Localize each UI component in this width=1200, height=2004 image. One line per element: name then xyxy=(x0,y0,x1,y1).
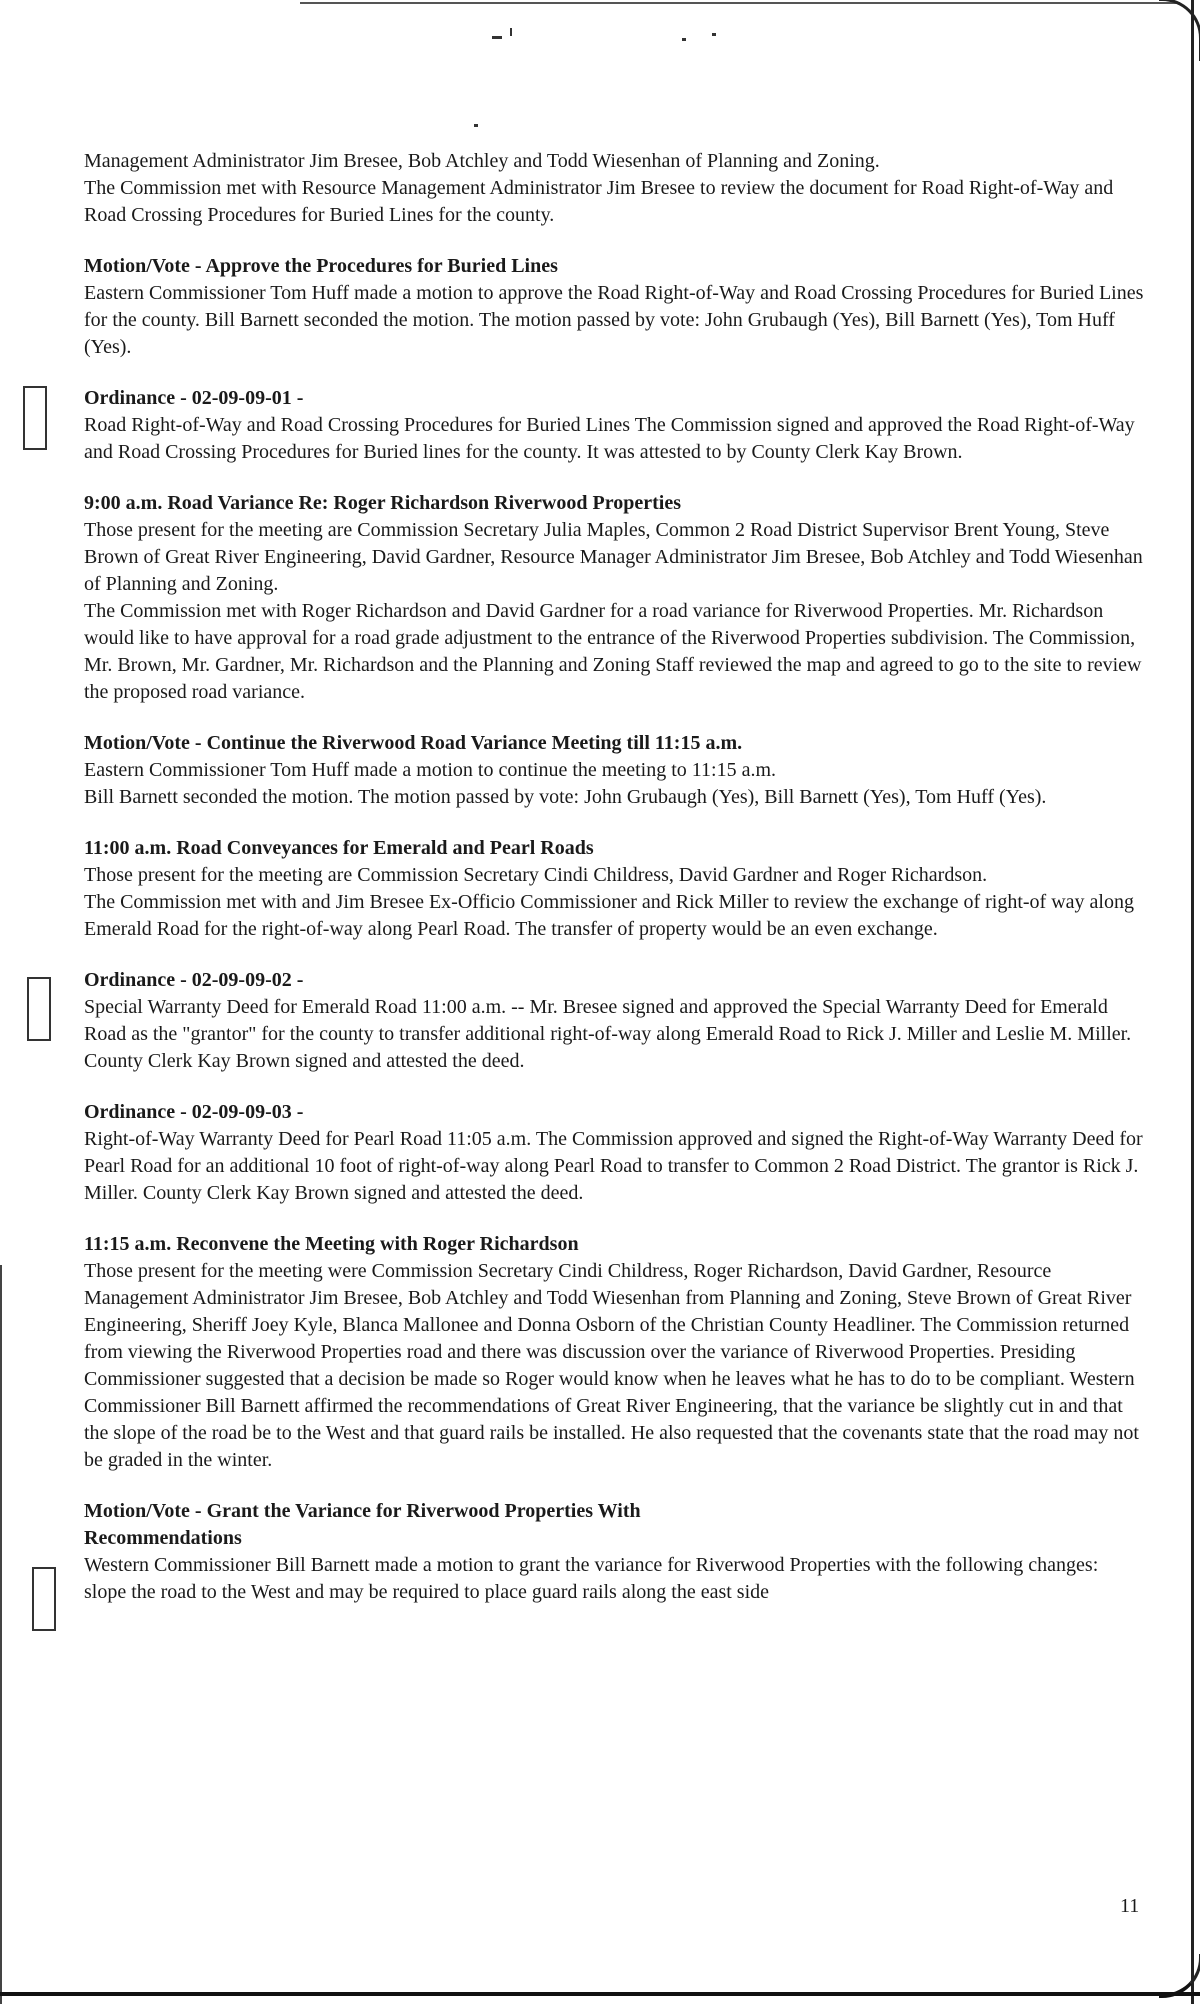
section-road-conveyances xyxy=(84,835,1144,943)
section-heading: Ordinance - 02-09-09-02 - xyxy=(84,969,304,991)
section-body: Eastern Commissioner Tom Huff made a motion to continue the meeting to 11:15 a.m. xyxy=(84,759,777,781)
section-approve-procedures xyxy=(84,253,1144,361)
scan-speck xyxy=(492,36,502,39)
section-grant-variance xyxy=(84,1498,1144,1606)
section-heading: Motion/Vote - Approve the Procedures for Buried Lines xyxy=(84,255,558,277)
section-ordinance-02 xyxy=(84,967,1144,1075)
section-heading: Ordinance - 02-09-09-01 - xyxy=(84,387,304,409)
section-heading: 11:00 a.m. Road Conveyances for Emerald and Pearl Roads xyxy=(84,837,594,859)
page-top-edge xyxy=(300,2,1180,4)
intro-paragraph: Management Administrator Jim Bresee, Bob Atchley and Todd Wiesenhan of Planning and Zoning. xyxy=(84,150,880,172)
section-body: Those present for the meeting are Commission Secretary Julia Maples, Common 2 Road District Supervisor Brent Young, Steve Brown of Great River Engineering, David Gardner, Resource Manager Administrator Jim Bresee, Bob Atchley and Todd Wiesenhan of Planning and Zoning. xyxy=(84,519,1143,595)
page-right-edge xyxy=(1191,0,1200,2004)
section-heading: 9:00 a.m. Road Variance Re: Roger Richardson Riverwood Properties xyxy=(84,492,681,514)
section-body: Road Right-of-Way and Road Crossing Procedures for Buried Lines The Commission signed and approved the Road Right-of-Way and Road Crossing Procedures for Buried lines for the county. It was attested to by County Clerk Kay Brown. xyxy=(84,414,1135,463)
scan-speck xyxy=(682,38,686,41)
section-ordinance-03 xyxy=(84,1099,1144,1207)
section-body: Special Warranty Deed for Emerald Road 11:00 a.m. -- Mr. Bresee signed and approved the Special Warranty Deed for Emerald Road as the "grantor" for the county to transfer additional right-of-way along Emerald Road to Rick J. Miller and Leslie M. Miller. County Clerk Kay Brown signed and attested the deed. xyxy=(84,996,1132,1072)
page-number: 11 xyxy=(1120,1895,1140,1917)
section-body: Bill Barnett seconded the motion. The motion passed by vote: John Grubaugh (Yes), Bill Barnett (Yes), Tom Huff (Yes). xyxy=(84,786,1047,808)
section-body: Eastern Commissioner Tom Huff made a motion to approve the Road Right-of-Way and Road Crossing Procedures for Buried Lines for the county. Bill Barnett seconded the motion. The motion passed by vote: John Grubaugh (Yes), Bill Barnett (Yes), Tom Huff (Yes). xyxy=(84,282,1144,358)
scan-speck xyxy=(474,124,478,127)
section-heading: 11:15 a.m. Reconvene the Meeting with Roger Richardson xyxy=(84,1233,579,1255)
section-body: Those present for the meeting are Commission Secretary Cindi Childress, David Gardner and Roger Richardson. xyxy=(84,864,988,886)
scan-speck xyxy=(510,28,512,36)
scan-speck xyxy=(712,33,716,36)
binder-hole-mark xyxy=(32,1567,56,1631)
binder-hole-mark xyxy=(23,386,47,450)
intro-block xyxy=(84,148,1144,229)
page-bottom-edge xyxy=(0,1992,1200,1996)
section-heading: Motion/Vote - Continue the Riverwood Road Variance Meeting till 11:15 a.m. xyxy=(84,732,743,754)
document-body xyxy=(84,148,1144,1606)
section-reconvene xyxy=(84,1231,1144,1474)
page-left-edge xyxy=(0,1265,2,2004)
section-road-variance xyxy=(84,490,1144,706)
section-body: The Commission met with and Jim Bresee Ex-Officio Commissioner and Rick Miller to review the exchange of right-of way along Emerald Road for the right-of-way along Pearl Road. The transfer of property would be an even exchange. xyxy=(84,891,1134,940)
section-heading: Ordinance - 02-09-09-03 - xyxy=(84,1101,304,1123)
intro-paragraph: The Commission met with Resource Management Administrator Jim Bresee to review the document for Road Right-of-Way and Road Crossing Procedures for Buried Lines for the county. xyxy=(84,177,1114,226)
section-ordinance-01 xyxy=(84,385,1144,466)
section-heading: Motion/Vote - Grant the Variance for Riverwood Properties With Recommendations xyxy=(84,1500,641,1549)
section-body: Western Commissioner Bill Barnett made a motion to grant the variance for Riverwood Properties with the following changes: slope the road to the West and may be required to place guard rails along the east side xyxy=(84,1554,1099,1603)
section-body: Those present for the meeting were Commission Secretary Cindi Childress, Roger Richardson, David Gardner, Resource Management Administrator Jim Bresee, Bob Atchley and Todd Wiesenhan from Planning and Zoning, Steve Brown of Great River Engineering, Sheriff Joey Kyle, Blanca Mallonee and Donna Osborn of the Christian County Headliner. The Commission returned from viewing the Riverwood Properties road and there was discussion over the variance of Riverwood Properties. Presiding Commissioner suggested that a decision be made so Roger would know when he leaves what he has to do to be compliant. Western Commissioner Bill Barnett affirmed the recommendations of Great River Engineering, that the variance be slightly cut in and that the slope of the road be to the West and that guard rails be installed. He also requested that the covenants state that the road may not be graded in the winter. xyxy=(84,1260,1139,1471)
binder-hole-mark xyxy=(27,977,51,1041)
section-body: The Commission met with Roger Richardson and David Gardner for a road variance for Riverwood Properties. Mr. Richardson would like to have approval for a road grade adjustment to the entrance of the Riverwood Properties subdivision. The Commission, Mr. Brown, Mr. Gardner, Mr. Richardson and the Planning and Zoning Staff reviewed the map and agreed to go to the site to review the proposed road variance. xyxy=(84,600,1142,703)
section-continue-meeting xyxy=(84,730,1144,811)
section-body: Right-of-Way Warranty Deed for Pearl Road 11:05 a.m. The Commission approved and signed the Right-of-Way Warranty Deed for Pearl Road for an additional 10 foot of right-of-way along Pearl Road to transfer to Common 2 Road District. The grantor is Rick J. Miller. County Clerk Kay Brown signed and attested the deed. xyxy=(84,1128,1143,1204)
